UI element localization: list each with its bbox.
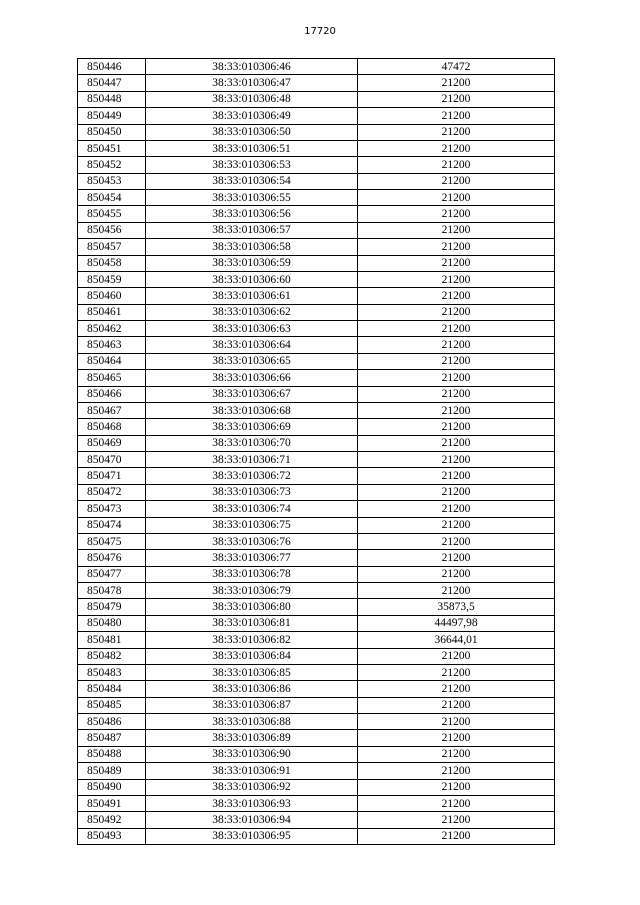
record-number-cell: 850453: [78, 173, 146, 189]
table-row: [78, 583, 555, 599]
cadastral-number-cell: 38:33:010306:93: [146, 795, 358, 811]
table-row: [78, 370, 555, 386]
table-row: [78, 75, 555, 91]
record-number-cell: 850460: [78, 288, 146, 304]
value-cell: 36644,01: [358, 632, 555, 648]
cadastral-number-cell: 38:33:010306:86: [146, 681, 358, 697]
value-cell: 21200: [358, 484, 555, 500]
record-number-cell: 850465: [78, 370, 146, 386]
value-cell: 21200: [358, 386, 555, 402]
cadastral-number-cell: 38:33:010306:76: [146, 533, 358, 549]
record-number-cell: 850448: [78, 91, 146, 107]
cadastral-number-cell: 38:33:010306:91: [146, 763, 358, 779]
table-row: [78, 714, 555, 730]
cadastral-number-cell: 38:33:010306:53: [146, 157, 358, 173]
record-number-cell: 850478: [78, 583, 146, 599]
table-row: [78, 779, 555, 795]
record-number-cell: 850489: [78, 763, 146, 779]
value-cell: 21200: [358, 828, 555, 844]
value-cell: 21200: [358, 370, 555, 386]
record-number-cell: 850458: [78, 255, 146, 271]
cadastral-number-cell: 38:33:010306:66: [146, 370, 358, 386]
value-cell: 21200: [358, 402, 555, 418]
value-cell: 21200: [358, 746, 555, 762]
table-row: [78, 501, 555, 517]
table-row: [78, 648, 555, 664]
table-row: [78, 697, 555, 713]
record-number-cell: 850486: [78, 714, 146, 730]
cadastral-number-cell: 38:33:010306:49: [146, 108, 358, 124]
value-cell: 21200: [358, 468, 555, 484]
record-number-cell: 850466: [78, 386, 146, 402]
table-row: [78, 321, 555, 337]
value-cell: 21200: [358, 239, 555, 255]
record-number-cell: 850485: [78, 697, 146, 713]
record-number-cell: 850484: [78, 681, 146, 697]
table-row: [78, 419, 555, 435]
cadastral-number-cell: 38:33:010306:78: [146, 566, 358, 582]
cadastral-number-cell: 38:33:010306:65: [146, 353, 358, 369]
table-row: [78, 484, 555, 500]
cadastral-number-cell: 38:33:010306:60: [146, 271, 358, 287]
value-cell: 21200: [358, 435, 555, 451]
value-cell: 21200: [358, 501, 555, 517]
value-cell: 21200: [358, 321, 555, 337]
table-row: [78, 288, 555, 304]
cadastral-number-cell: 38:33:010306:47: [146, 75, 358, 91]
value-cell: 21200: [358, 779, 555, 795]
cadastral-number-cell: 38:33:010306:73: [146, 484, 358, 500]
registry-table: [77, 58, 555, 845]
value-cell: 21200: [358, 714, 555, 730]
cadastral-number-cell: 38:33:010306:89: [146, 730, 358, 746]
table-row: [78, 353, 555, 369]
cadastral-number-cell: 38:33:010306:90: [146, 746, 358, 762]
table-row: [78, 222, 555, 238]
registry-table-body: [78, 59, 555, 845]
record-number-cell: 850464: [78, 353, 146, 369]
cadastral-number-cell: 38:33:010306:81: [146, 615, 358, 631]
cadastral-number-cell: 38:33:010306:77: [146, 550, 358, 566]
record-number-cell: 850483: [78, 664, 146, 680]
record-number-cell: 850475: [78, 533, 146, 549]
cadastral-number-cell: 38:33:010306:69: [146, 419, 358, 435]
value-cell: 21200: [358, 108, 555, 124]
record-number-cell: 850493: [78, 828, 146, 844]
cadastral-number-cell: 38:33:010306:87: [146, 697, 358, 713]
value-cell: 21200: [358, 304, 555, 320]
record-number-cell: 850455: [78, 206, 146, 222]
table-row: [78, 533, 555, 549]
cadastral-number-cell: 38:33:010306:68: [146, 402, 358, 418]
cadastral-number-cell: 38:33:010306:82: [146, 632, 358, 648]
record-number-cell: 850492: [78, 812, 146, 828]
record-number-cell: 850446: [78, 59, 146, 75]
record-number-cell: 850474: [78, 517, 146, 533]
cadastral-number-cell: 38:33:010306:85: [146, 664, 358, 680]
cadastral-number-cell: 38:33:010306:88: [146, 714, 358, 730]
value-cell: 21200: [358, 517, 555, 533]
record-number-cell: 850491: [78, 795, 146, 811]
value-cell: 21200: [358, 550, 555, 566]
table-row: [78, 795, 555, 811]
cadastral-number-cell: 38:33:010306:94: [146, 812, 358, 828]
table-row: [78, 746, 555, 762]
cadastral-number-cell: 38:33:010306:57: [146, 222, 358, 238]
table-row: [78, 337, 555, 353]
record-number-cell: 850467: [78, 402, 146, 418]
cadastral-number-cell: 38:33:010306:54: [146, 173, 358, 189]
value-cell: 21200: [358, 452, 555, 468]
value-cell: 35873,5: [358, 599, 555, 615]
value-cell: 21200: [358, 795, 555, 811]
table-row: [78, 452, 555, 468]
value-cell: 21200: [358, 157, 555, 173]
table-row: [78, 140, 555, 156]
record-number-cell: 850449: [78, 108, 146, 124]
table-row: [78, 91, 555, 107]
table-row: [78, 615, 555, 631]
cadastral-number-cell: 38:33:010306:59: [146, 255, 358, 271]
record-number-cell: 850477: [78, 566, 146, 582]
record-number-cell: 850470: [78, 452, 146, 468]
record-number-cell: 850454: [78, 190, 146, 206]
value-cell: 21200: [358, 730, 555, 746]
table-row: [78, 190, 555, 206]
record-number-cell: 850462: [78, 321, 146, 337]
record-number-cell: 850482: [78, 648, 146, 664]
value-cell: 21200: [358, 353, 555, 369]
record-number-cell: 850447: [78, 75, 146, 91]
table-row: [78, 468, 555, 484]
record-number-cell: 850487: [78, 730, 146, 746]
record-number-cell: 850461: [78, 304, 146, 320]
record-number-cell: 850479: [78, 599, 146, 615]
table-row: [78, 599, 555, 615]
table-row: [78, 828, 555, 844]
cadastral-number-cell: 38:33:010306:92: [146, 779, 358, 795]
record-number-cell: 850473: [78, 501, 146, 517]
cadastral-number-cell: 38:33:010306:61: [146, 288, 358, 304]
cadastral-number-cell: 38:33:010306:64: [146, 337, 358, 353]
cadastral-number-cell: 38:33:010306:56: [146, 206, 358, 222]
value-cell: 21200: [358, 206, 555, 222]
value-cell: 21200: [358, 566, 555, 582]
value-cell: 21200: [358, 173, 555, 189]
value-cell: 21200: [358, 140, 555, 156]
record-number-cell: 850471: [78, 468, 146, 484]
table-row: [78, 304, 555, 320]
record-number-cell: 850459: [78, 271, 146, 287]
value-cell: 21200: [358, 533, 555, 549]
value-cell: 21200: [358, 75, 555, 91]
value-cell: 21200: [358, 763, 555, 779]
value-cell: 21200: [358, 288, 555, 304]
record-number-cell: 850469: [78, 435, 146, 451]
value-cell: 21200: [358, 255, 555, 271]
table-row: [78, 566, 555, 582]
record-number-cell: 850457: [78, 239, 146, 255]
table-row: [78, 173, 555, 189]
cadastral-number-cell: 38:33:010306:70: [146, 435, 358, 451]
value-cell: 21200: [358, 222, 555, 238]
record-number-cell: 850463: [78, 337, 146, 353]
table-row: [78, 550, 555, 566]
record-number-cell: 850451: [78, 140, 146, 156]
record-number-cell: 850490: [78, 779, 146, 795]
value-cell: 21200: [358, 812, 555, 828]
cadastral-number-cell: 38:33:010306:62: [146, 304, 358, 320]
cadastral-number-cell: 38:33:010306:72: [146, 468, 358, 484]
value-cell: 21200: [358, 271, 555, 287]
table-row: [78, 730, 555, 746]
table-row: [78, 271, 555, 287]
record-number-cell: 850472: [78, 484, 146, 500]
table-row: [78, 255, 555, 271]
record-number-cell: 850476: [78, 550, 146, 566]
cadastral-number-cell: 38:33:010306:79: [146, 583, 358, 599]
record-number-cell: 850452: [78, 157, 146, 173]
table-row: [78, 812, 555, 828]
record-number-cell: 850488: [78, 746, 146, 762]
page-number: 17720: [304, 26, 336, 37]
value-cell: 21200: [358, 337, 555, 353]
table-row: [78, 386, 555, 402]
cadastral-number-cell: 38:33:010306:50: [146, 124, 358, 140]
value-cell: 21200: [358, 124, 555, 140]
value-cell: 21200: [358, 583, 555, 599]
record-number-cell: 850481: [78, 632, 146, 648]
cadastral-number-cell: 38:33:010306:48: [146, 91, 358, 107]
record-number-cell: 850480: [78, 615, 146, 631]
table-row: [78, 59, 555, 75]
record-number-cell: 850468: [78, 419, 146, 435]
cadastral-number-cell: 38:33:010306:84: [146, 648, 358, 664]
value-cell: 21200: [358, 681, 555, 697]
value-cell: 21200: [358, 91, 555, 107]
table-row: [78, 664, 555, 680]
table-row: [78, 435, 555, 451]
table-row: [78, 681, 555, 697]
cadastral-number-cell: 38:33:010306:75: [146, 517, 358, 533]
table-row: [78, 517, 555, 533]
table-row: [78, 763, 555, 779]
cadastral-number-cell: 38:33:010306:46: [146, 59, 358, 75]
table-row: [78, 124, 555, 140]
cadastral-number-cell: 38:33:010306:55: [146, 190, 358, 206]
table-row: [78, 206, 555, 222]
value-cell: 21200: [358, 664, 555, 680]
table-row: [78, 402, 555, 418]
value-cell: 47472: [358, 59, 555, 75]
cadastral-number-cell: 38:33:010306:67: [146, 386, 358, 402]
cadastral-number-cell: 38:33:010306:74: [146, 501, 358, 517]
record-number-cell: 850456: [78, 222, 146, 238]
value-cell: 21200: [358, 419, 555, 435]
table-row: [78, 632, 555, 648]
table-row: [78, 239, 555, 255]
value-cell: 44497,98: [358, 615, 555, 631]
table-row: [78, 108, 555, 124]
cadastral-number-cell: 38:33:010306:63: [146, 321, 358, 337]
cadastral-number-cell: 38:33:010306:95: [146, 828, 358, 844]
cadastral-number-cell: 38:33:010306:80: [146, 599, 358, 615]
cadastral-number-cell: 38:33:010306:58: [146, 239, 358, 255]
table-row: [78, 157, 555, 173]
record-number-cell: 850450: [78, 124, 146, 140]
value-cell: 21200: [358, 648, 555, 664]
cadastral-number-cell: 38:33:010306:71: [146, 452, 358, 468]
value-cell: 21200: [358, 190, 555, 206]
value-cell: 21200: [358, 697, 555, 713]
cadastral-number-cell: 38:33:010306:51: [146, 140, 358, 156]
